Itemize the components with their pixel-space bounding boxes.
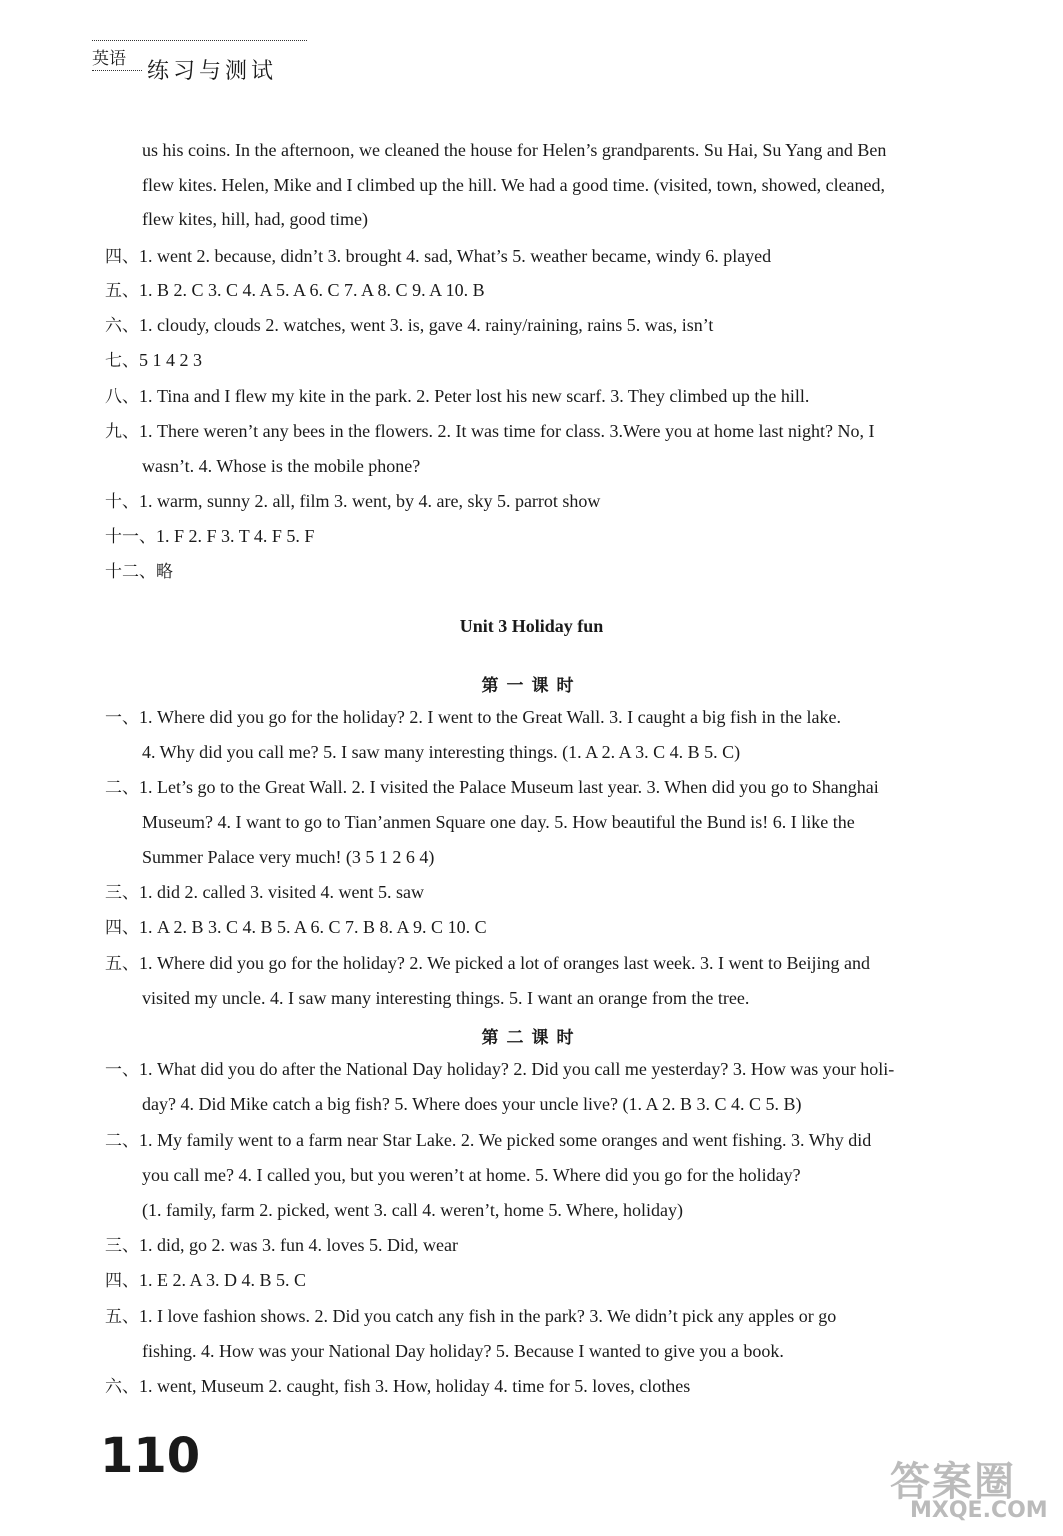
answer-line: Museum? 4. I want to go to Tian’anmen Square one day. 5. How beautiful the Bund is! 6. I like the (142, 812, 855, 832)
section-label: 一、 (105, 1060, 139, 1080)
answer-line: (1. family, farm 2. picked, went 3. call 4. weren’t, home 5. Where, holiday) (142, 1200, 683, 1220)
section-label: 四、 (105, 1271, 139, 1291)
answer-line: fishing. 4. How was your National Day holiday? 5. Because I wanted to give you a book. (142, 1341, 784, 1361)
answer-line: 六、1. cloudy, clouds 2. watches, went 3. is, gave 4. rainy/raining, rains 5. was, isn’t (105, 315, 714, 336)
watermark-logo-text: 答案圈 (890, 1459, 1016, 1505)
answer-line: 十一、1. F 2. F 3. T 4. F 5. F (105, 526, 315, 547)
subject-label: 英语 (92, 49, 126, 69)
header-dotted-rule (92, 40, 307, 41)
book-title: 练习与测试 (147, 59, 278, 84)
watermark (880, 1450, 1050, 1528)
page-number: 110 (100, 1428, 201, 1484)
section-label: 八、 (105, 387, 139, 407)
section-label: 二、 (105, 1131, 139, 1151)
answer-line: 九、1. There weren’t any bees in the flowers. 2. It was time for class. 3.Were you at home last night? No, I (105, 421, 875, 442)
answer-line: 4. Why did you call me? 5. I saw many interesting things. (1. A 2. A 3. C 4. B 5. C) (142, 742, 741, 762)
answer-line: 五、1. B 2. C 3. C 4. A 5. A 6. C 7. A 8. C 9. A 10. B (105, 280, 485, 301)
answer-line: 十、1. warm, sunny 2. all, film 3. went, by 4. are, sky 5. parrot show (105, 491, 601, 512)
answer-line: 三、1. did, go 2. was 3. fun 4. loves 5. Did, wear (105, 1235, 458, 1256)
section-label: 十、 (105, 492, 139, 512)
answer-line: 十二、略 (105, 562, 173, 582)
answer-line: 四、1. E 2. A 3. D 4. B 5. C (105, 1270, 307, 1291)
lesson-1-title: 第一课时 (481, 676, 582, 696)
section-label: 九、 (105, 422, 139, 442)
page-header (92, 40, 307, 84)
lesson-2-title: 第二课时 (481, 1028, 582, 1048)
section-label: 三、 (105, 1236, 139, 1256)
unit-title: Unit 3 Holiday fun (459, 616, 604, 636)
answer-line: visited my uncle. 4. I saw many interesting things. 5. I want an orange from the tree. (142, 988, 750, 1008)
answer-line: 三、1. did 2. called 3. visited 4. went 5. saw (105, 882, 424, 903)
section-label: 十一、 (105, 527, 156, 547)
section-label: 四、 (105, 918, 139, 938)
answer-line: day? 4. Did Mike catch a big fish? 5. Where does your uncle live? (1. A 2. B 3. C 4. C 5. B) (142, 1094, 802, 1114)
watermark-url: MXQE.COM (910, 1498, 1048, 1523)
section-label: 五、 (105, 281, 139, 301)
answer-line: 八、1. Tina and I flew my kite in the park. 2. Peter lost his new scarf. 3. They climbed up the hill. (105, 386, 810, 407)
answer-line: 六、1. went, Museum 2. caught, fish 3. How, holiday 4. time for 5. loves, clothes (105, 1376, 691, 1397)
section-label: 四、 (105, 247, 139, 267)
answer-line: 五、1. Where did you go for the holiday? 2. We picked a lot of oranges last week. 3. I went to Beijing and (105, 953, 871, 974)
section-label: 二、 (105, 778, 139, 798)
header-dotted-underline (92, 70, 142, 71)
answer-line: 二、1. Let’s go to the Great Wall. 2. I visited the Palace Museum last year. 3. When did you go to Shanghai (105, 777, 879, 798)
answer-line: you call me? 4. I called you, but you weren’t at home. 5. Where did you go for the holiday? (142, 1165, 801, 1185)
answer-line: 一、1. Where did you go for the holiday? 2. I went to the Great Wall. 3. I caught a big fish in the lake. (105, 707, 842, 728)
section-label: 五、 (105, 1307, 139, 1327)
answer-line: wasn’t. 4. Whose is the mobile phone? (142, 456, 421, 476)
section-label: 一、 (105, 708, 139, 728)
section-label: 六、 (105, 1377, 139, 1397)
answer-line: us his coins. In the afternoon, we cleaned the house for Helen’s grandparents. Su Hai, Su Yang and Ben (142, 140, 887, 160)
answer-line: Summer Palace very much! (3 5 1 2 6 4) (142, 847, 435, 867)
section-label: 三、 (105, 883, 139, 903)
answer-line: flew kites. Helen, Mike and I climbed up the hill. We had a good time. (visited, town, showed, cleaned, (142, 175, 886, 195)
answer-line: 二、1. My family went to a farm near Star Lake. 2. We picked some oranges and went fishing. 3. Why did (105, 1130, 872, 1151)
answer-line: 五、1. I love fashion shows. 2. Did you catch any fish in the park? 3. We didn’t pick any apples or go (105, 1306, 837, 1327)
section-label: 六、 (105, 316, 139, 336)
section-label: 七、 (105, 351, 139, 371)
answer-line: 四、1. went 2. because, didn’t 3. brought 4. sad, What’s 5. weather became, windy 6. played (105, 246, 772, 267)
section-label: 十二、 (105, 562, 156, 582)
answer-line: 一、1. What did you do after the National Day holiday? 2. Did you call me yesterday? 3. How was your holi- (105, 1059, 895, 1080)
answer-line: 七、5 1 4 2 3 (105, 350, 202, 371)
answer-line: flew kites, hill, had, good time) (142, 209, 368, 229)
answer-line: 四、1. A 2. B 3. C 4. B 5. A 6. C 7. B 8. A 9. C 10. C (105, 917, 487, 938)
section-label: 五、 (105, 954, 139, 974)
